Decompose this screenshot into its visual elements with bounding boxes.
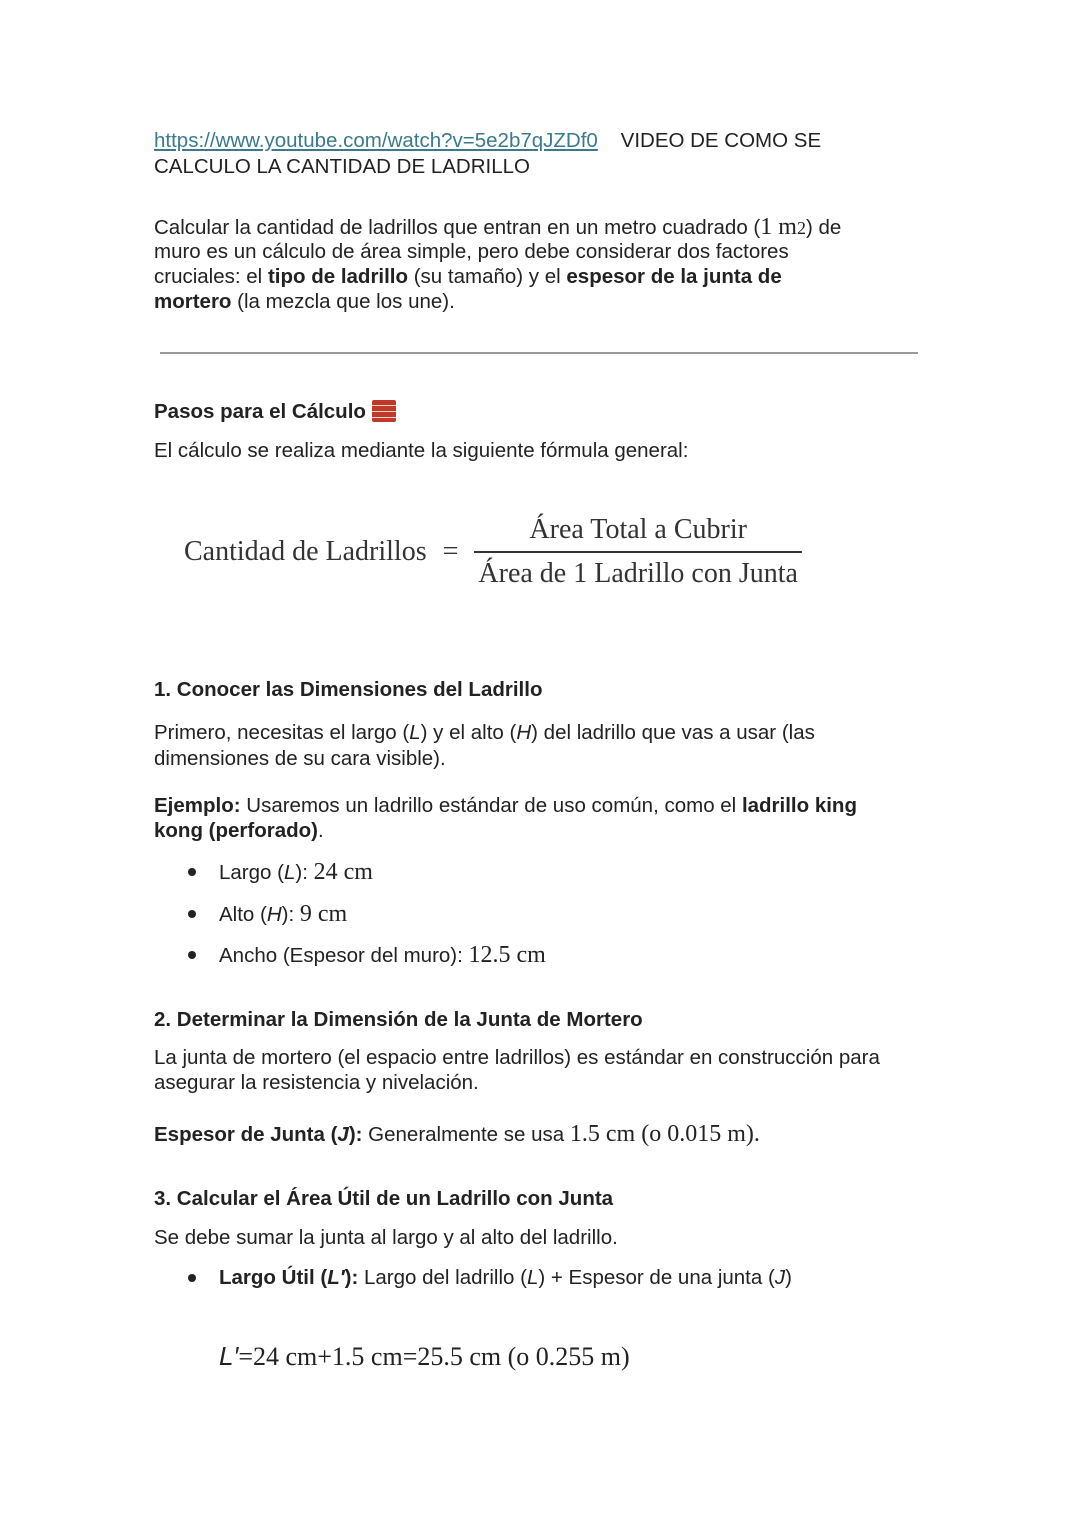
- bullet-alto: Alto (H): 9 cm: [219, 901, 348, 927]
- intro-line-2: muro es un cálculo de área simple, pero debe considerar dos factores: [154, 240, 789, 263]
- s1-para-1: Primero, necesitas el largo (L) y el alto (H) del ladrillo que vas a usar (las: [154, 721, 815, 744]
- intro-line-4: mortero (la mezcla que los une).: [154, 290, 455, 313]
- bullet-ancho: Ancho (Espesor del muro): 12.5 cm: [219, 942, 546, 968]
- bullet-icon: [188, 1274, 196, 1282]
- largo-util-equation: L′=24 cm+1.5 cm=25.5 cm (o 0.255 m): [219, 1341, 630, 1371]
- s1-para-2: dimensiones de su cara visible).: [154, 747, 446, 770]
- video-note-2: CALCULO LA CANTIDAD DE LADRILLO: [154, 155, 530, 178]
- formula-equals: =: [442, 536, 459, 567]
- s3-para-1: Se debe sumar la junta al largo y al alto del ladrillo.: [154, 1226, 618, 1249]
- formula-numerator: Área Total a Cubrir: [529, 514, 747, 545]
- brick-count-formula: [184, 513, 802, 591]
- intro-line-1: Calcular la cantidad de ladrillos que entran en un metro cuadrado (1 m2) de: [154, 214, 842, 240]
- formula-left: Cantidad de Ladrillos: [184, 536, 427, 567]
- steps-subtitle: El cálculo se realiza mediante la siguiente fórmula general:: [154, 439, 689, 462]
- divider: [160, 352, 918, 354]
- youtube-link[interactable]: https://www.youtube.com/watch?v=5e2b7qJZDf0: [154, 129, 598, 152]
- joint-thickness-line: Espesor de Junta (J): Generalmente se usa 1.5 cm (o 0.015 m).: [154, 1121, 760, 1147]
- bullet-icon: [188, 951, 196, 959]
- formula-denominator: Área de 1 Ladrillo con Junta: [478, 558, 798, 589]
- formula-fraction: [474, 513, 802, 591]
- bullet-icon: [188, 868, 196, 876]
- section-2-heading: 2. Determinar la Dimensión de la Junta de Mortero: [154, 1008, 643, 1031]
- video-note: VIDEO DE COMO SE: [620, 129, 822, 152]
- brick-icon: [372, 400, 396, 422]
- s2-para-2: asegurar la resistencia y nivelación.: [154, 1071, 479, 1094]
- video-line: [154, 129, 821, 153]
- bullet-icon: [188, 910, 196, 918]
- example-line-2: kong (perforado).: [154, 819, 324, 842]
- bullet-largo: Largo (L): 24 cm: [219, 859, 373, 885]
- bullet-largo-util: Largo Útil (L′): Largo del ladrillo (L) + Espesor de una junta (J): [219, 1266, 792, 1289]
- section-3-heading: 3. Calcular el Área Útil de un Ladrillo con Junta: [154, 1187, 614, 1210]
- s2-para-1: La junta de mortero (el espacio entre ladrillos) es estándar en construcción para: [154, 1046, 880, 1069]
- steps-heading: Pasos para el Cálculo: [154, 400, 396, 424]
- intro-line-3: cruciales: el tipo de ladrillo (su tamaño) y el espesor de la junta de: [154, 265, 782, 288]
- example-line-1: Ejemplo: Usaremos un ladrillo estándar de uso común, como el ladrillo king: [154, 794, 857, 817]
- section-1-heading: 1. Conocer las Dimensiones del Ladrillo: [154, 678, 543, 701]
